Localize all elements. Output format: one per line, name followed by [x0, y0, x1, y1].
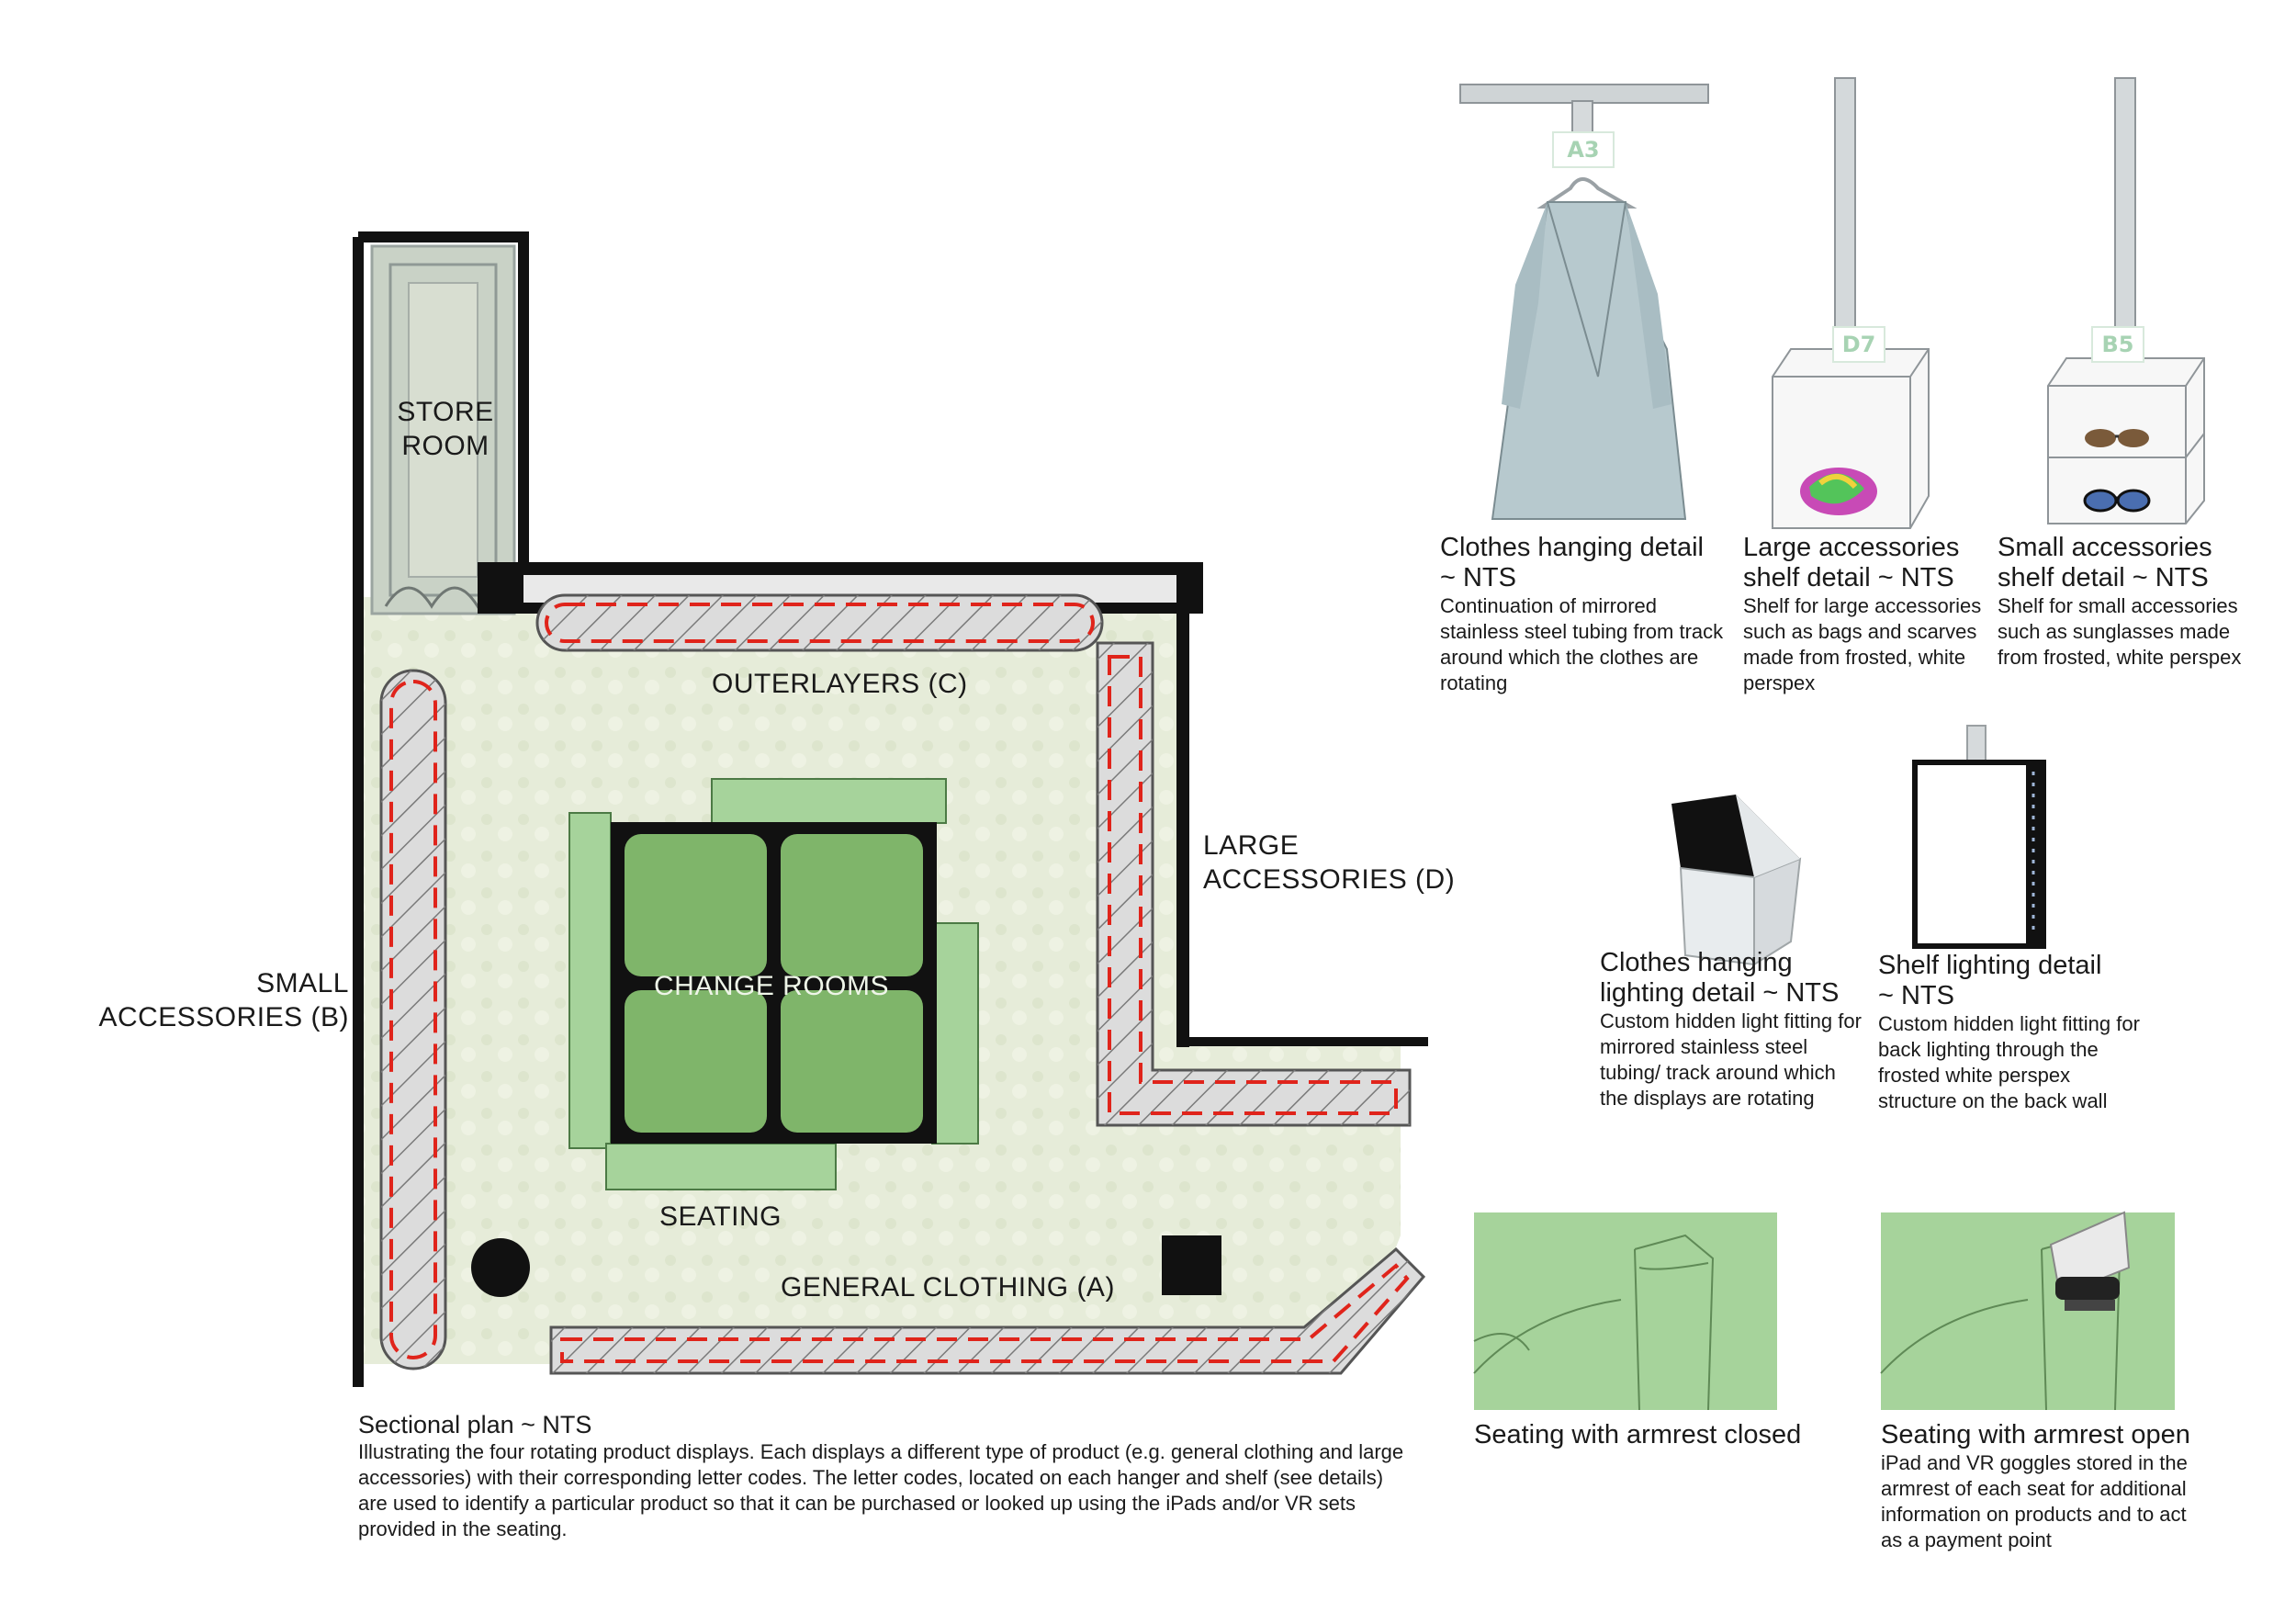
large-shelf-illustration [1754, 73, 1938, 551]
tag-b5: B5 [2091, 326, 2144, 363]
small-shelf-title-line1: Small accessories [1998, 533, 2212, 562]
ipad-illustration [2055, 1277, 2120, 1311]
clothes-hanging-detail [1440, 533, 1734, 696]
store-room-label-line1: STORE [397, 397, 494, 427]
large-accessories-label-line1: LARGE [1203, 830, 1300, 861]
clothes-hanging-body: Continuation of mirrored stainless steel tubing from track around which the clothes are rotating [1440, 594, 1724, 694]
seat-open-title: Seating with armrest open [1881, 1420, 2190, 1449]
large-accessories-label-line2: ACCESSORIES (D) [1203, 864, 1456, 895]
clothes-lighting-body: Custom hidden light fitting for mirrored stainless steel tubing/ track around which the displays are rotating [1600, 1009, 1862, 1110]
general-clothing-label: GENERAL CLOTHING (A) [781, 1272, 1115, 1303]
pillar-square [1162, 1235, 1221, 1295]
shelf-lighting-illustration [1910, 726, 2057, 964]
clothes-hanging-title-line1: Clothes hanging detail [1440, 533, 1704, 562]
change-rooms-label: CHANGE ROOMS [654, 971, 890, 1001]
seating-label: SEATING [659, 1201, 782, 1232]
large-accessories-label [1203, 829, 1455, 897]
plan-caption [358, 1410, 1414, 1542]
clothes-lighting-detail [1600, 948, 1866, 1111]
shelf-lighting-body: Custom hidden light fitting for back lighting through the frosted white perspex structure on the back wall [1878, 1012, 2140, 1112]
tag-d7: D7 [1832, 326, 1885, 363]
track-outerlayers [537, 595, 1102, 650]
store-room-label-line2: ROOM [401, 431, 490, 461]
shelf-lighting-title-line2: ~ NTS [1878, 981, 1954, 1010]
seat-open-detail [1881, 1420, 2202, 1553]
shelf-lighting-detail [1878, 951, 2144, 1114]
clothes-lighting-title-line1: Clothes hanging [1600, 948, 1793, 977]
clothes-hanging-title-line2: ~ NTS [1440, 563, 1516, 592]
shelf-lighting-title-line1: Shelf lighting detail [1878, 951, 2102, 980]
clothes-lighting-illustration [1662, 785, 1809, 969]
plan-caption-title: Sectional plan ~ NTS [358, 1411, 592, 1438]
seat-open-body: iPad and VR goggles stored in the armrest of each seat for additional information on products and to act as a payment point [1881, 1451, 2188, 1551]
small-shelf-title-line2: shelf detail ~ NTS [1998, 563, 2209, 592]
clothes-lighting-title-line2: lighting detail ~ NTS [1600, 978, 1840, 1008]
small-shelf-body: Shelf for small accessories such as sunglasses made from frosted, white perspex [1998, 594, 2242, 669]
large-shelf-title-line2: shelf detail ~ NTS [1743, 563, 1954, 592]
plan-caption-body: Illustrating the four rotating product displays. Each displays a different type of product (e.g. general clothing and large accessories) with their corresponding letter codes. The letter codes, located on each hanger and shelf (see details) are used to identify a particular product so that it can be purchased or looked up using the iPads and/or VR sets provided in the seating. [358, 1440, 1404, 1540]
store-room-label [395, 395, 496, 463]
outerlayers-label: OUTERLAYERS (C) [712, 669, 968, 699]
tag-a3: A3 [1552, 131, 1615, 168]
seat-open-illustration [1881, 1212, 2175, 1415]
small-accessories-label-line2: ACCESSORIES (B) [98, 1002, 349, 1032]
small-accessories-label-line1: SMALL [256, 968, 349, 998]
seat-closed-title: Seating with armrest closed [1474, 1420, 1802, 1449]
large-shelf-detail [1743, 533, 2000, 696]
large-shelf-title-line1: Large accessories [1743, 533, 1960, 562]
track-small-accessories [381, 671, 445, 1369]
pillar-round [471, 1238, 530, 1297]
small-shelf-detail [1998, 533, 2273, 671]
large-shelf-body: Shelf for large accessories such as bags and scarves made from frosted, white perspex [1743, 594, 1982, 694]
small-shelf-illustration [2034, 73, 2218, 551]
seat-closed-illustration [1474, 1212, 1777, 1415]
small-accessories-label [87, 966, 349, 1034]
